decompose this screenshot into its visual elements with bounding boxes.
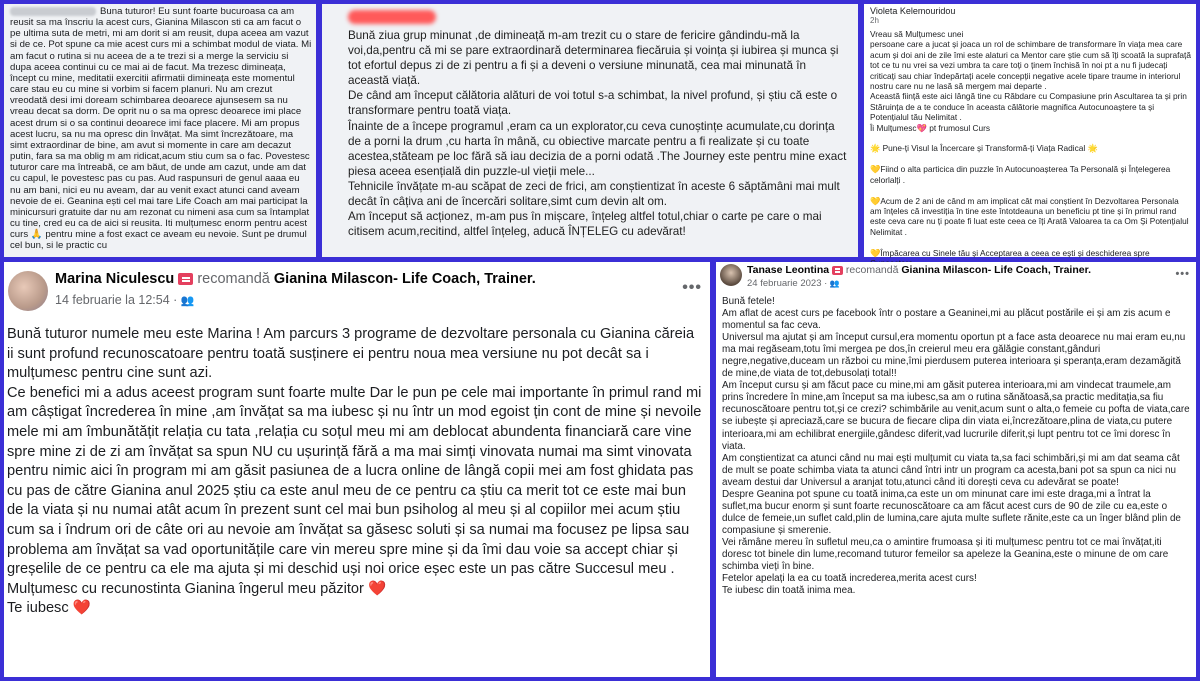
review-panel-4	[4, 262, 710, 677]
recommend-badge-icon	[178, 273, 193, 285]
author-name[interactable]: Marina Niculescu	[55, 271, 175, 287]
review-panel-3	[864, 4, 1196, 257]
review-body: Eu sunt foarte bucuroasa ca am reusit sa ma înscriu la acest curs, Gianina Milascon sti ca am facut o pe ultima suta de metri, mi am dorit si am reusit, dupa aceea am vazut si de ce. Pot spune ca mie acest curs mi a schimbat modul de viata. Mi am facut o rutina si nu aceea de a te trezi si a merge la serviciu si dupa aceea continui cu ce mai ai de facut. Ma trezesc dimineața, încept cu mine, meditatii exercitii afirmatii dimineața este momentul care stau eu cu mine si vorbim si facem planuri. Nu am crezut vreodată desi imi doream schimbarea deoarece ajunsesem sa nu vreau decat sa dorm. De oprit nu o sa ma opresc deoarece imi place acest drum si o sa continui deoarece imi face placere. Mi am propus acest lucru, sa nu ma opresc din învățat. Ma simt încrezătoare, ma simt extraordinar de bine, am avut si momente in care am decazut putin, fara sa ma oblig m am ridicat,acum stiu cum sa o fac. Povestesc tuturor care ma întreabă, ce am băut, de unde am cazut, unde am dat cu capul, le povestesc pas cu pas. Aud raspunsuri de genul aaaa eu nu am bani, nici eu nu aveam, dar au venit exact atunci cand aveam nevoie de ei. Geanina ești cel mai tare Life Coach am mai participat la minicursuri gratuite dar nu am rezonat cu nimeni asa cum sa întamplat cu tine, cred eu ca de aici si reusita. Iti mulțumesc enorm pentru acest curs 🙏 pentru mine a fost exact ce aveam eu nevoie. Sunt pe drumul cel bun, si le practic cu	[10, 6, 312, 252]
recommends-label: recomandă	[197, 271, 270, 287]
review-text: Vreau să Mulțumesc unei persoane care a jucat și joaca un rol de schimbare de transformare în viața mea care acum și doi ani de zile îmi este alaturi ca Mentor care știe cum să îți scoată la suprafață tot ce tu nu vrei sa vezi umbra ta care toți o ținem închisă în noi pt a nu fi judecați criticați sau chiar îndepărtați acele concepții negative acele tipare traume in interiorul nostru care nu ne lasă să mergem mai departe . Această ființă este aici lângă tine cu Răbdare cu Compasiune prin Ascultarea ta și prin Stăruința de a te conduce în aceasta călătorie magnifica Autocunoaștere ta și Potențialul tău Nelimitat . Îi Mulțumesc💖 pt frumosul Curs 🌟 Pune-ți Visul la Încercare și Transformă-ți Viața Radical 🌟 💛Fiind o alta particica din puzzle în Autocunoașterea Ta Personală și Înțelegerea celorlalți . 💛Acum de 2 ani de când m am implicat cât mai conștient în Dezvoltarea Personala am înțeles că investiția în tine este întotdeauna un beneficiu pt tine și în primul rand este ceva care nu ți poate fi luat este ceea ce îți Arată Valoarea ta ca Om Și Potențialul Nelimitat . 💛Împăcarea cu Sinele tău și Acceptarea a ceea ce ești și deschiderea spre	[870, 29, 1191, 258]
review-text: Bună ziua grup minunat ,de dimineață m-am trezit cu o stare de fericire gândindu-mă la voi,da,pentru că mi se pare extraordinară determinarea fiecăruia și voința și iubirea și munca și tot efortul depus zi de zi pentru a fi și a deveni o versiune minunată, cea mai minunată în această viață. De când am început călătoria alături de voi totul s-a schimbat, la nivel profund, și știu că este o transformare pentru toată viața. Înainte de a începe programul ,eram ca un explorator,cu ceva cunoștințe acumulate,cu dorința de a porni la drum ,cu harta în mână, cu obiective marcate pentru a fi realizate și cu toate acestea,stăteam pe loc fără să iau decizia de a porni odată .The Journey este pentru mine exact piesa aceea esențială din puzzle-ul vieții mele... Tehnicile învățate m-au scăpat de zeci de frici, am conștientizat în aceste 6 săptămâni mai mult decât în câțiva ani de încercări solitare,simt cum devin alt om. Am început să acționez, m-am pus în mișcare, înțeleg altfel totul,chiar o carte pe care o mai citisem acum,recitind, altfel înțeleg, aducă ÎNȚELEG cu adevărat!	[348, 29, 847, 239]
review-text: Bună fetele! Am aflat de acest curs pe facebook într o postare a Geaninei,mi au plăcut postările ei și am zis acum e momentul sa fac ceva. Universul ma ajutat și am început cursul,era momentu oportun pt a face asta deoarece nu mai eram eu,nu ma mai regăseam,totu îmi mergea pe dos,în creierul meu era gălăgie constant,gânduri negre,negative,duceam un război cu mine,îmi pierdusem puterea interioara și speranța,eram dezamăgită de mine,de viata de tot,debusolați total!! Am început cursu și am făcut pace cu mine,mi am găsit puterea interioara,mi am vindecat traumele,am prins încredere în mine,am început sa ma iubesc,sa am o rutina sănătoasă,sa practic meditația,sa fiu recunoscătoare pentru tot,și ce crezi? schimbările au venit,acum sunt o alta,o femeie cu pofta de viata,care se iubește și apreciază,care se bucura de fiecare clipa din viata ei,încrezătoare,plina de viata,cu putere interioara,mi am echilibrat energiile,gândesc diferit,vad lucrurile diferit,și lupt pentru tot ce îmi doresc în viata. Am conștientizat ca atunci când nu mai ești mulțumit cu viata ta,sa faci schimbări,și mi am dat seama cât de mult se poate schimba viata ta atunci când întri intr un program ca acesta,bani pot sa spun ca nici nu aveam destui dar Universul a aranjat totu,atunci când iti dorești ceva cu adevărat se poate! Despre Geanina pot spune cu toată inima,ca este un om minunat care imi este draga,mi a întrat la suflet,ma bucur enorm și sunt foarte recunoscătoare ca am făcut acest curs de 90 de zile cu ea,este o dulce de femeie,un suflet cald,plin de lumina,care ajuta multe suflete rănite,este ca un înger blând plin de compasiune și smerenie. Vei rămâne mereu în sufletul meu,ca o amintire frumoasa și iti mulțumesc pentru tot ce mai învățat,iti doresc tot binele din lume,recomand tuturor femeilor sa apeleze la Geanina,este o minune de om care schimba vieți în bine. Fetelor apelați la ea cu toată increderea,merita acest curs! Te iubesc din toată inima mea.	[722, 296, 1190, 597]
avatar[interactable]	[8, 271, 48, 311]
post-time[interactable]: 2h	[870, 16, 879, 25]
recommends-label: recomandă	[845, 264, 899, 276]
review-greeting: Buna tuturor!	[100, 6, 156, 17]
author-name[interactable]: Violeta Kelemouridou	[870, 6, 956, 16]
recommended-page[interactable]: Gianina Milascon- Life Coach, Trainer.	[901, 264, 1092, 276]
author-name[interactable]: Tanase Leontina	[747, 264, 830, 276]
review-panel-5	[716, 262, 1196, 677]
blurred-author-name	[10, 7, 96, 16]
friends-audience-icon: 👥	[829, 279, 840, 288]
friends-audience-icon: 👥	[180, 295, 195, 307]
recommended-page[interactable]: Gianina Milascon- Life Coach, Trainer.	[273, 271, 536, 287]
more-options-icon[interactable]: •••	[1175, 268, 1190, 280]
review-panel-1	[4, 4, 316, 257]
review-text	[4, 4, 316, 251]
more-options-icon[interactable]: •••	[682, 279, 702, 296]
post-date[interactable]: 14 februarie la 12:54 ·	[55, 293, 178, 307]
review-text: Bună tuturor numele meu este Marina ! Am parcurs 3 programe de dezvoltare personala cu Gianina căreia ii sunt profund recunoscatoare pentru toată susținere ei pentru noua mea versiune nu pot decât sa i mulțumesc pentru cine sunt azi. Ce benefici mi a adus aceest program sunt foarte multe Dar le pun pe cele mai importante în primul rand mi am câștigat încrederea în mine ,am învățat sa ma iubesc și nu într un mod egoist țin cont de mine și nevoile mele mi am îmbunătățit relația cu tata ,relația cu soțul meu mi am deblocat abundenta financiară care vine spre mine zi de zi am învățat sa spun NU cu ușurință fără a ma mai simți vinovata numai ma simt vinovata pentru nimic aici în program mi am găsit pasiunea de a lucra online de lângă copii mei am fost ghidata pas cu pas de către Gianina anul 2025 știu ca este anul meu de ce pentru ca știu ca merit tot ce este mai bun de la viata și nu numai atât acum în prezent sunt cel mai bun psiholog al meu și al copiilor mei acum știu cum sa i îndrum ori de câte ori au nevoie am învățat sa găsesc soluti și sa numai ma focusez pe lipsa sau problema am învățat sa vad oportunitățile care vin mereu spre mine și da îmi dau voie sa accept chiar și greșelile de ce pentru ca ele ma ajuta și mi deschid uși noi orice eșec este un pas către Succesul meu . Mulțumesc cu recunostinta Gianina îngerul meu păzitor ❤️ Te iubesc ❤️	[7, 326, 702, 617]
blurred-author-name	[348, 10, 436, 24]
review-panel-2	[322, 4, 858, 257]
post-date[interactable]: 24 februarie 2023 ·	[747, 278, 828, 289]
recommend-badge-icon	[832, 266, 843, 275]
avatar[interactable]	[720, 264, 742, 286]
